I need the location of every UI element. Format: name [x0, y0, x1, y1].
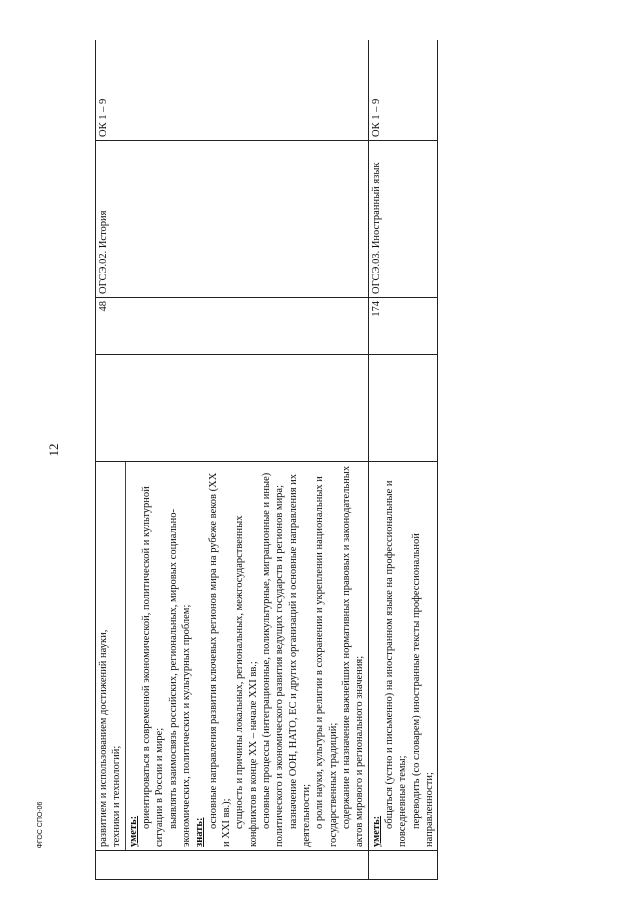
- page-number: 12: [46, 443, 61, 457]
- hours-cell: 174: [368, 298, 438, 355]
- znat-label: знать:: [194, 817, 206, 847]
- knowledge-item: содержание и назначение важнейших нормативных правовых и законодательных актов мирового и регионального значения;: [340, 465, 366, 847]
- knowledge-item: о роли науки, культуры и религии в сохранении и укреплении национальных и государственных традиций;: [314, 476, 339, 847]
- skill-item: переводить (со словарем) иностранные тексты профессиональной направленности;: [410, 533, 435, 847]
- table-row: [96, 40, 369, 880]
- standards-table: [95, 40, 438, 880]
- index-cell: [96, 851, 369, 880]
- knowledge-item: основные направления развития ключевых регионов мира на рубеже веков (XX и XXI вв.);: [207, 472, 232, 847]
- discipline-cell: ОГСЭ.02. История: [96, 141, 369, 298]
- skill-item: общаться (устно и письменно) на иностранном языке на профессиональные и повседневные темы;: [383, 480, 409, 847]
- requirements-cell: [96, 462, 369, 851]
- hours-cell: 48: [96, 298, 369, 355]
- landscape-content: [95, 40, 535, 880]
- hours-total-cell: [368, 355, 438, 462]
- knowledge-item: назначение ООН, НАТО, ЕС и других организаций и основные направления их деятельности;: [287, 473, 312, 847]
- document-code: ФГОС СПО-06: [37, 801, 44, 849]
- competencies-cell: ОК 1 – 9: [96, 40, 369, 141]
- knowledge-item: основные процессы (интеграционные, поликультурные, миграционные и иные) политического и экономического развития ведущих государств и регионов мира;: [260, 472, 286, 847]
- requirements-cell: [368, 462, 438, 851]
- discipline-cell: ОГСЭ.03. Иностранный язык: [368, 141, 438, 298]
- rotated-table-frame: [95, 40, 535, 880]
- index-cell: [368, 851, 438, 880]
- competencies-cell: ОК 1 – 9: [368, 40, 438, 141]
- skill-item: ориентироваться в современной экономической, политической и культурной ситуации в России и мире;: [140, 486, 166, 847]
- umet-label: уметь:: [127, 815, 139, 847]
- umet-label: уметь:: [370, 815, 382, 847]
- text-line: техники и технологий;: [111, 745, 123, 847]
- knowledge-item: сущность и причины локальных, региональных, межгосударственных конфликтов в конце XX – начале XXI вв.;: [234, 515, 259, 847]
- hours-total-cell: [96, 355, 369, 462]
- divider: [125, 462, 126, 850]
- table-row: [368, 40, 438, 880]
- skill-item: выявлять взаимосвязь российских, региональных, мировых социально-экономических, политических и культурных проблем;: [167, 509, 192, 847]
- text-line: развитием и использованием достижений науки,: [98, 629, 109, 847]
